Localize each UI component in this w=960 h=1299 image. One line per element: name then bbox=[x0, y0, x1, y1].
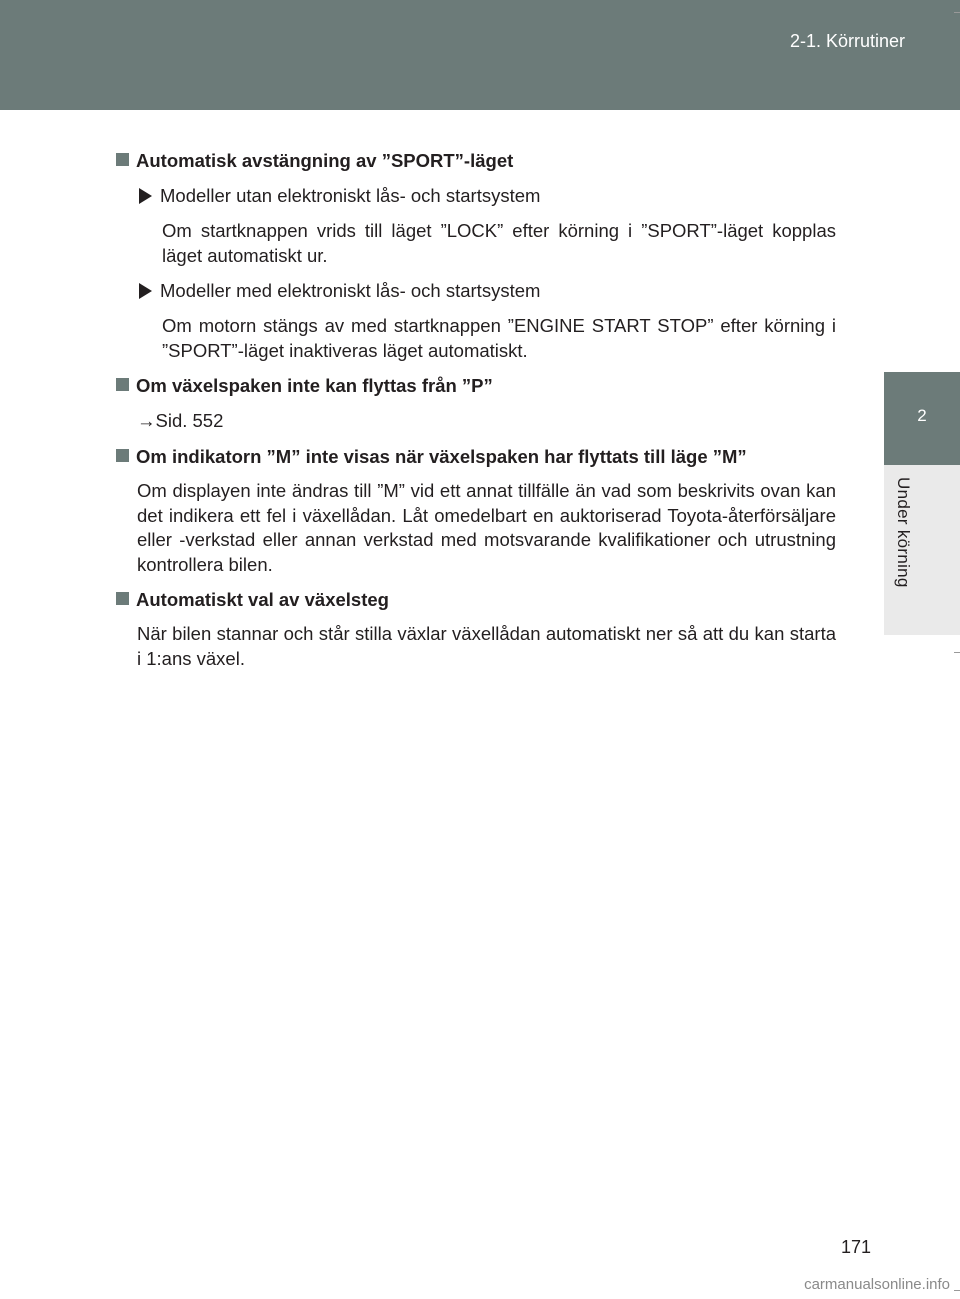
triangle-bullet-icon bbox=[139, 283, 152, 299]
variant-subhead bbox=[116, 278, 836, 304]
page-number: 171 bbox=[840, 1237, 871, 1257]
chapter-number: 2 bbox=[917, 406, 927, 425]
watermark: carmanualsonline.info bbox=[804, 1276, 950, 1293]
page-content bbox=[116, 148, 836, 681]
square-bullet-icon bbox=[116, 592, 129, 605]
section-heading bbox=[116, 373, 836, 399]
chapter-side-label: Under körning bbox=[894, 477, 913, 588]
crop-mark bbox=[954, 652, 960, 653]
header-band bbox=[0, 0, 960, 110]
page-reference[interactable]: →Sid. 552 bbox=[137, 410, 224, 431]
paragraph: Om motorn stängs av med startknappen ”ENGINE START STOP” efter körning i ”SPORT”-läget inaktiveras läget automatiskt. bbox=[162, 315, 836, 361]
section-heading-text: Om indikatorn ”M” inte visas när växelspaken har flyttats till läge ”M” bbox=[136, 446, 747, 467]
variant-subhead-text: Modeller utan elektroniskt lås- och startsystem bbox=[160, 185, 541, 206]
section-heading bbox=[116, 444, 836, 470]
chapter-title: 2-1. Körrutiner bbox=[789, 31, 905, 51]
section-heading-text: Automatiskt val av växelsteg bbox=[136, 589, 389, 610]
chapter-tab bbox=[884, 372, 960, 465]
paragraph: Om displayen inte ändras till ”M” vid ett annat tillfälle än vad som beskrivits ovan kan det indikera ett fel i växellådan. Låt omedelbart en auktoriserad Toyota-återförsäljare eller -verkstad eller annan verkstad med motsvarande kvalifikationer och utrustning kontrollera bilen. bbox=[137, 480, 836, 575]
variant-subhead bbox=[116, 183, 836, 209]
variant-subhead-text: Modeller med elektroniskt lås- och startsystem bbox=[160, 280, 541, 301]
square-bullet-icon bbox=[116, 449, 129, 462]
triangle-bullet-icon bbox=[139, 188, 152, 204]
square-bullet-icon bbox=[116, 153, 129, 166]
section-heading-text: Automatisk avstängning av ”SPORT”-läget bbox=[136, 150, 514, 171]
square-bullet-icon bbox=[116, 378, 129, 391]
section-heading bbox=[116, 148, 836, 174]
crop-mark bbox=[954, 12, 960, 13]
section-heading-text: Om växelspaken inte kan flyttas från ”P” bbox=[136, 375, 493, 396]
crop-mark bbox=[954, 1290, 960, 1291]
paragraph: Om startknappen vrids till läget ”LOCK” efter körning i ”SPORT”-läget kopplas läget automatiskt ur. bbox=[162, 220, 836, 266]
paragraph: När bilen stannar och står stilla växlar växellådan automatiskt ner så att du kan starta i 1:ans växel. bbox=[137, 623, 836, 669]
section-heading bbox=[116, 587, 836, 613]
